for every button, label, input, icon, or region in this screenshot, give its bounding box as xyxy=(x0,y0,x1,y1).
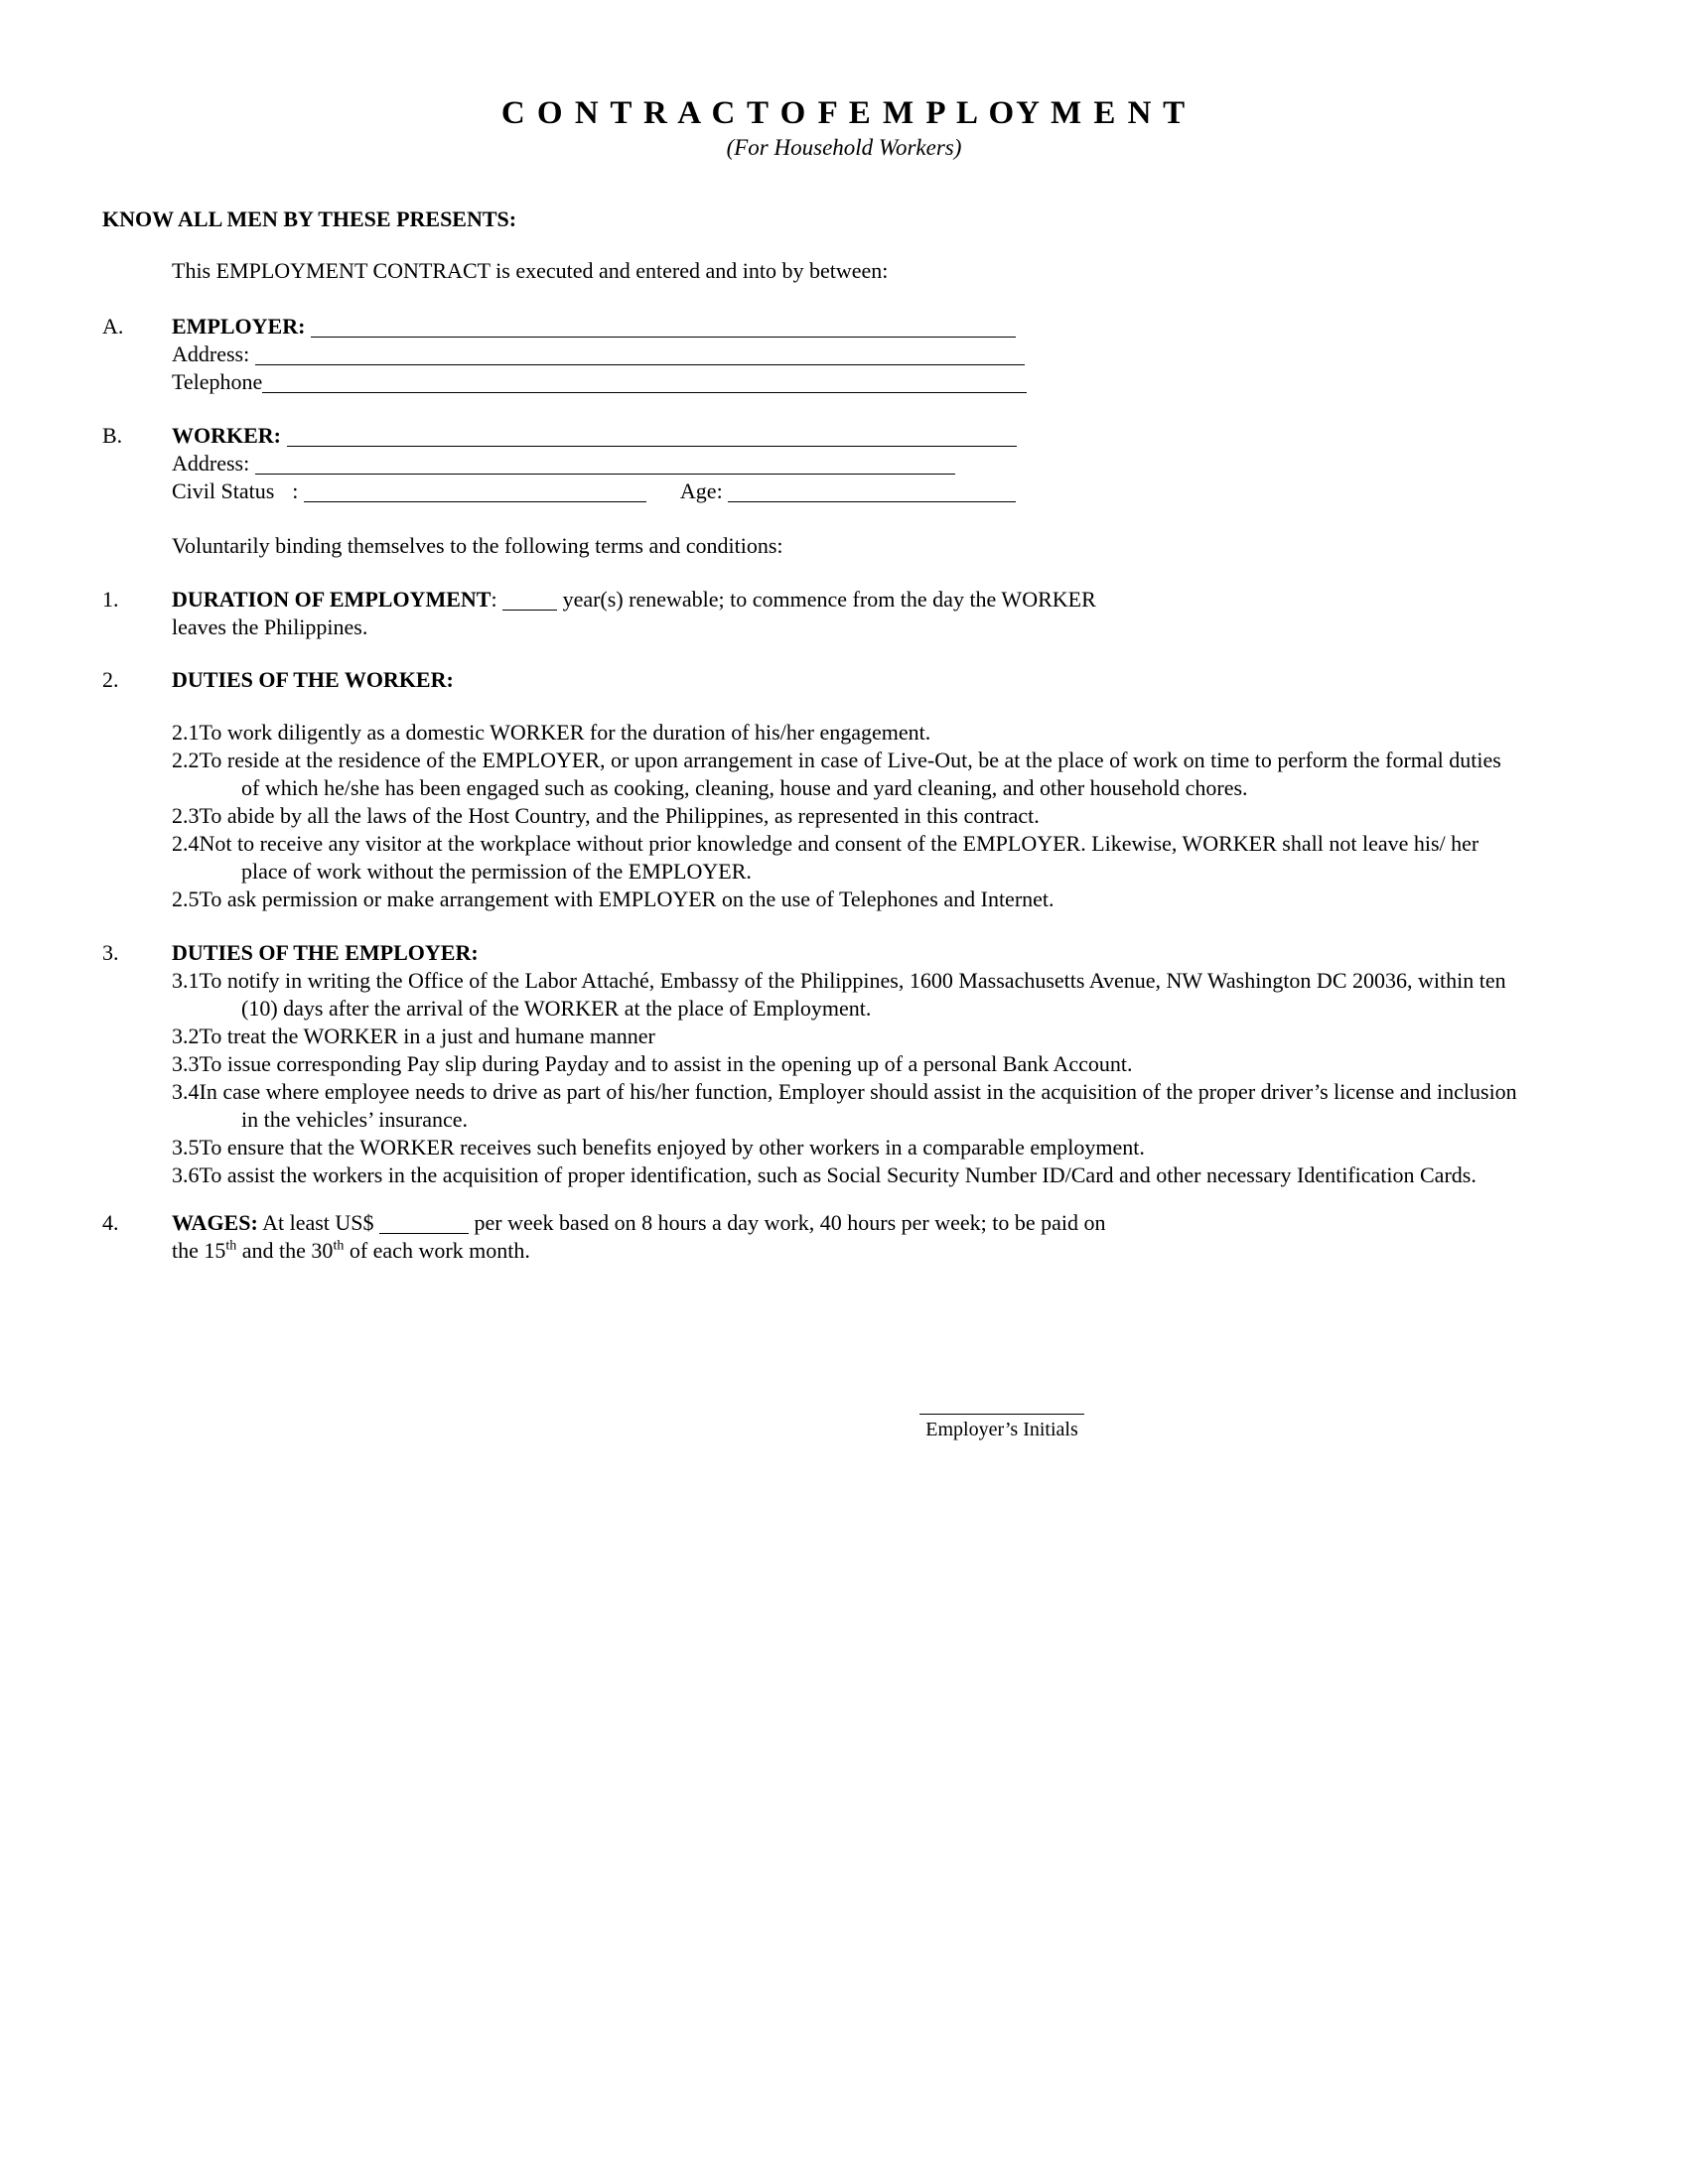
worker-duty-item xyxy=(172,719,1519,747)
item-text: To ensure that the WORKER receives such benefits enjoyed by other workers in a comparable employment. xyxy=(199,1135,1145,1160)
employer-duty-item xyxy=(172,1078,1519,1134)
employer-telephone-blank xyxy=(262,370,1027,393)
employer-initials-label: Employer’s Initials xyxy=(925,1419,1078,1440)
item-text: To issue corresponding Pay slip during Payday and to assist in the opening up of a personal Bank Account. xyxy=(199,1051,1133,1076)
employer-duty-item xyxy=(172,1050,1519,1078)
civil-status-blank xyxy=(304,479,646,502)
wages-line2-part: and the 30 xyxy=(236,1238,334,1263)
party-worker-block xyxy=(102,422,1519,505)
worker-name-row xyxy=(172,422,1519,450)
item-text: To treat the WORKER in a just and humane manner xyxy=(199,1024,655,1048)
civil-status-label: Civil Status xyxy=(172,478,275,503)
item-number: 3.6 xyxy=(172,1162,200,1187)
section-employer-duties xyxy=(102,939,1519,1189)
duration-heading: DURATION OF EMPLOYMENT xyxy=(172,587,492,612)
preamble-text: This EMPLOYMENT CONTRACT is executed and entered and into by between: xyxy=(172,258,889,283)
item-number: 2.2 xyxy=(172,748,200,772)
superscript-th: th xyxy=(333,1238,345,1254)
wages-line2-part: the 15 xyxy=(172,1238,226,1263)
worker-duty-item xyxy=(172,830,1519,886)
section-3-number: 3. xyxy=(102,940,119,965)
section-wages xyxy=(102,1209,1519,1265)
superscript-th: th xyxy=(225,1238,237,1254)
item-text: Not to receive any visitor at the workplace without prior knowledge and consent of the EMPLOYER. Likewise, WORKER shall not leave his/ her place of work without the permission of the EMPLOYER. xyxy=(199,831,1479,884)
wages-heading: WAGES: xyxy=(172,1210,258,1235)
employer-address-blank xyxy=(255,342,1025,365)
item-text: To assist the workers in the acquisition of proper identification, such as Social Security Number ID/Card and other necessary Identification Cards. xyxy=(199,1162,1477,1187)
worker-civil-status-row xyxy=(172,478,1519,505)
duration-line1 xyxy=(172,586,1519,614)
item-number: 3.3 xyxy=(172,1051,200,1076)
employer-label: EMPLOYER: xyxy=(172,314,306,339)
preamble-heading: KNOW ALL MEN BY THESE PRESENTS: xyxy=(102,206,517,231)
party-b-letter: B. xyxy=(102,423,123,448)
employer-telephone-row xyxy=(172,368,1519,396)
wages-line1 xyxy=(172,1209,1519,1237)
wage-amount-blank xyxy=(379,1211,469,1234)
wages-lead-text: At least US$ xyxy=(262,1210,374,1235)
duration-colon: : xyxy=(491,587,497,612)
item-text: In case where employee needs to drive as part of his/her function, Employer should assist in the acquisition of the proper driver’s license and inclusion in the vehicles’ insurance. xyxy=(199,1079,1517,1132)
document-title: C O N T R A C T O F E M P L OY M E N T xyxy=(500,95,1188,131)
worker-duty-item xyxy=(172,886,1519,913)
worker-duties-list xyxy=(172,719,1519,913)
worker-name-blank xyxy=(287,424,1017,447)
item-number: 3.4 xyxy=(172,1079,200,1104)
employer-duties-list xyxy=(172,967,1519,1189)
employer-initials-block xyxy=(919,1414,1084,1441)
employer-telephone-label: Telephone xyxy=(172,369,263,394)
worker-address-blank xyxy=(255,452,955,475)
employer-duty-item xyxy=(172,1161,1519,1189)
employer-address-row xyxy=(172,341,1519,368)
duration-line2: leaves the Philippines. xyxy=(172,614,368,639)
wages-tail-text: per week based on 8 hours a day work, 40 hours per week; to be paid on xyxy=(474,1210,1106,1235)
worker-duty-item xyxy=(172,747,1519,802)
wages-line2 xyxy=(172,1237,1519,1265)
duration-years-blank xyxy=(502,588,557,611)
age-label: Age: xyxy=(679,478,723,503)
item-number: 2.4 xyxy=(172,831,200,856)
worker-label: WORKER: xyxy=(172,423,281,448)
section-duration xyxy=(102,586,1519,641)
item-text: To abide by all the laws of the Host Country, and the Philippines, as represented in this contract. xyxy=(199,803,1040,828)
binding-text: Voluntarily binding themselves to the following terms and conditions: xyxy=(172,533,783,558)
employer-address-label: Address: xyxy=(172,341,250,366)
party-a-letter: A. xyxy=(102,314,124,339)
duration-text: year(s) renewable; to commence from the day the WORKER xyxy=(562,587,1096,612)
worker-address-label: Address: xyxy=(172,451,250,476)
document-subtitle: (For Household Workers) xyxy=(726,135,962,160)
item-number: 2.3 xyxy=(172,803,200,828)
item-number: 3.1 xyxy=(172,968,200,993)
worker-duty-item xyxy=(172,802,1519,830)
item-text: To reside at the residence of the EMPLOYER, or upon arrangement in case of Live-Out, be at the place of work on time to perform the formal duties of which he/she has been engaged such as cooking, cleaning, house and yard cleaning, and other household chores. xyxy=(199,748,1501,800)
item-text: To notify in writing the Office of the Labor Attaché, Embassy of the Philippines, 1600 Massachusetts Avenue, NW Washington DC 20036, within ten (10) days after the arrival of the WORKER at the place of Employment. xyxy=(199,968,1506,1021)
employer-duty-item xyxy=(172,967,1519,1023)
civil-status-colon: : xyxy=(292,478,299,503)
employer-name-blank xyxy=(311,315,1016,338)
section-2-number: 2. xyxy=(102,667,119,692)
employer-duty-item xyxy=(172,1023,1519,1050)
item-number: 2.1 xyxy=(172,720,200,745)
age-blank xyxy=(728,479,1016,502)
item-number: 3.2 xyxy=(172,1024,200,1048)
employer-duty-item xyxy=(172,1134,1519,1161)
item-text: To work diligently as a domestic WORKER for the duration of his/her engagement. xyxy=(199,720,931,745)
wages-line2-part: of each work month. xyxy=(344,1238,530,1263)
title-block xyxy=(0,94,1688,162)
section-1-number: 1. xyxy=(102,587,119,612)
item-number: 3.5 xyxy=(172,1135,200,1160)
item-text: To ask permission or make arrangement with EMPLOYER on the use of Telephones and Internet. xyxy=(199,887,1055,911)
party-employer-block xyxy=(102,313,1519,396)
employer-name-row xyxy=(172,313,1519,341)
employer-duties-heading: DUTIES OF THE EMPLOYER: xyxy=(172,940,479,965)
section-worker-duties xyxy=(102,666,1519,913)
item-number: 2.5 xyxy=(172,887,200,911)
worker-address-row xyxy=(172,450,1519,478)
worker-duties-heading: DUTIES OF THE WORKER: xyxy=(172,667,454,692)
section-4-number: 4. xyxy=(102,1210,119,1235)
